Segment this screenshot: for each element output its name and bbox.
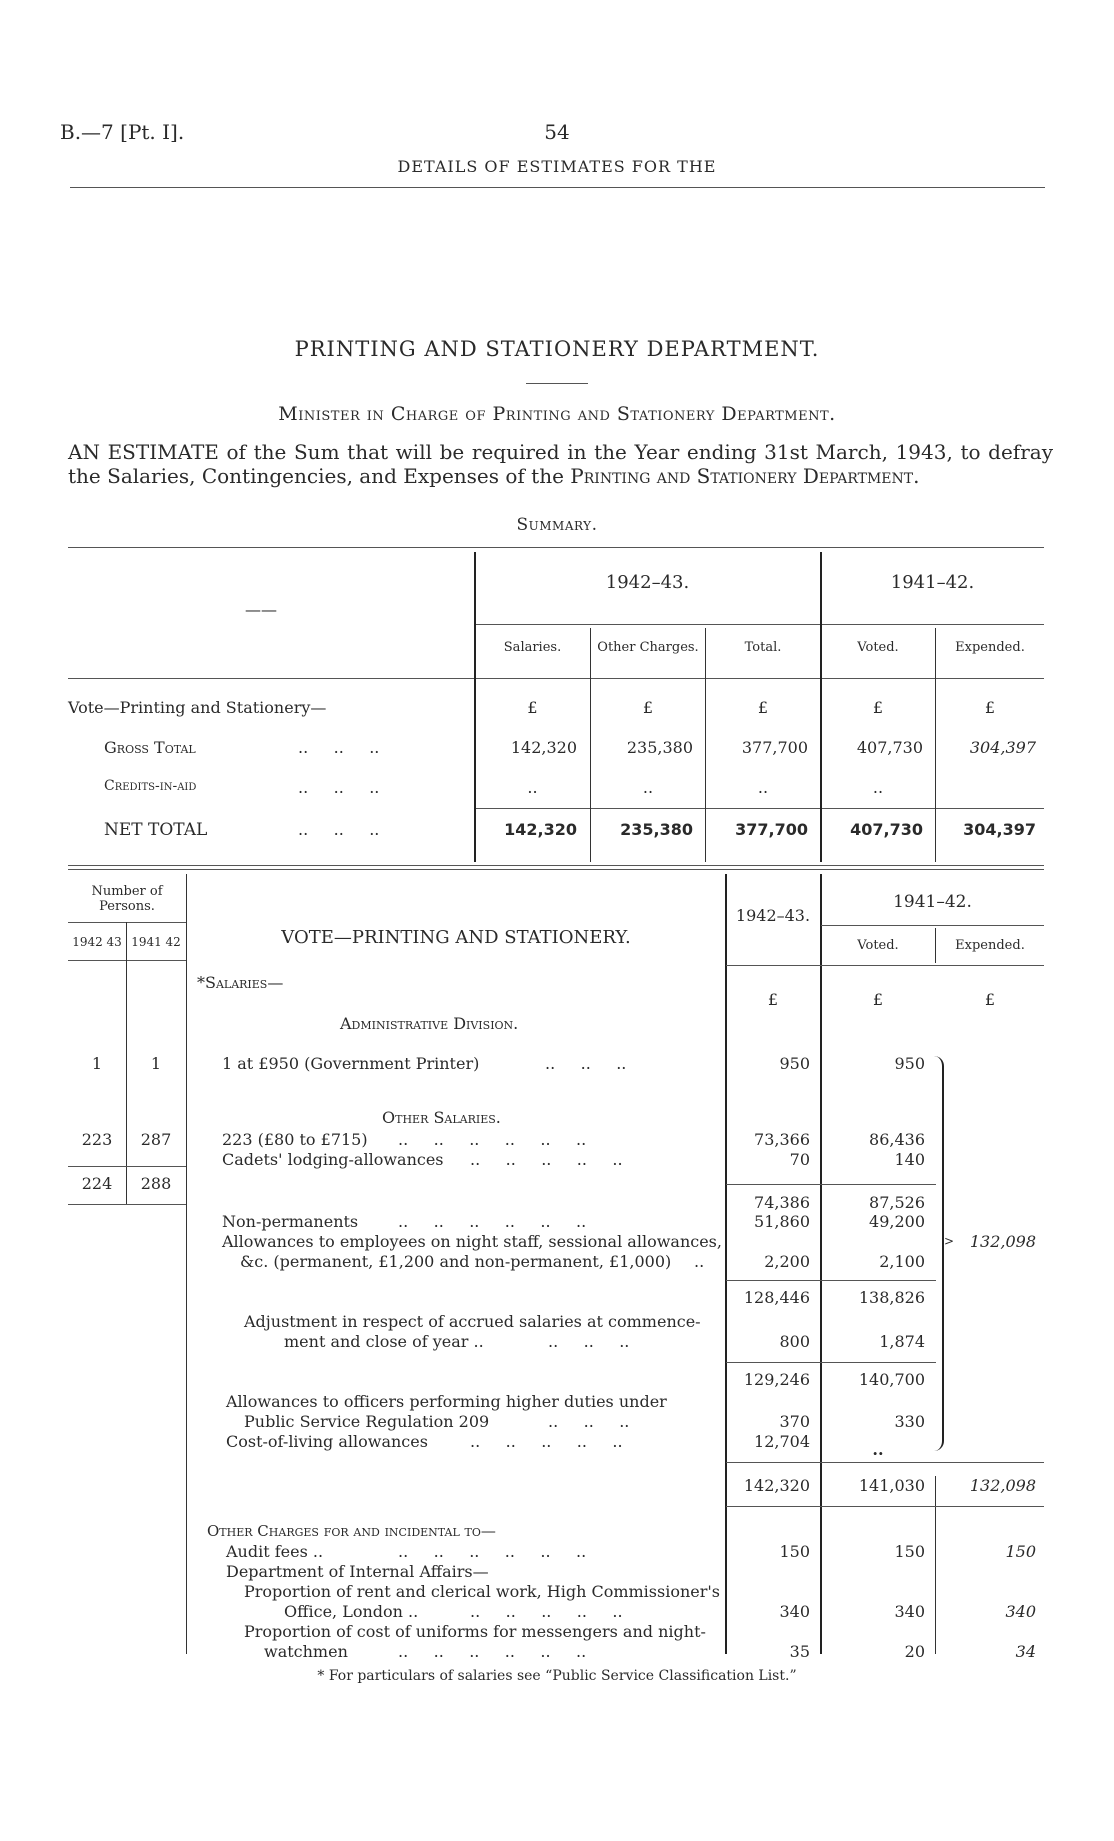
- uniforms-1942: 35: [789, 1642, 810, 1661]
- summary-col-header: Voted.: [857, 640, 899, 655]
- non-permanents-voted: 49,200: [869, 1212, 925, 1231]
- gross-voted: 407,730: [856, 738, 923, 757]
- currency-symbol: £: [642, 698, 654, 717]
- subtotal2-voted: 138,826: [858, 1288, 925, 1307]
- rent-expended: 340: [1005, 1602, 1036, 1621]
- audit-fees-label: Audit fees ..: [226, 1542, 324, 1561]
- subtotal3-1942: 129,246: [743, 1370, 810, 1389]
- subtotal2-1942: 128,446: [743, 1288, 810, 1307]
- audit-fees-1942: 150: [779, 1542, 810, 1561]
- estimate-lead: AN ESTIMATE of the Sum that will be required in the Year ending 31st March, 1943, to defray the Salaries, Contingencies, and Expenses of the: [68, 440, 1053, 488]
- salaries-total-bottom-rule: [726, 1506, 1044, 1507]
- leader-dots: .. .. ..: [548, 1332, 630, 1351]
- leader-dots: .. .. .. .. .. ..: [398, 1212, 587, 1231]
- persons-year-1941: 1941 42: [131, 935, 181, 949]
- gross-total: 377,700: [741, 738, 808, 757]
- detail-year-1941: 1941–42.: [893, 892, 972, 912]
- leader-dots: .. .. ..: [298, 738, 380, 757]
- gross-expended: 304,397: [969, 738, 1036, 757]
- higher-duties-1942: 370: [779, 1412, 810, 1431]
- leader-dots: .. .. .. .. ..: [470, 1432, 623, 1451]
- estimate-end: .: [913, 464, 920, 488]
- leader-dots: .. .. .. .. ..: [470, 1150, 623, 1169]
- currency-symbol: £: [527, 698, 538, 717]
- summary-col-header: Other Charges.: [597, 640, 699, 655]
- rent-label: Proportion of rent and clerical work, High Commissioner's: [244, 1582, 720, 1601]
- night-allowances-label-cont: &c. (permanent, £1,200 and non-permanent, £1,000): [240, 1252, 672, 1271]
- gov-printer-label: 1 at £950 (Government Printer): [222, 1054, 480, 1073]
- net-expended: 304,397: [963, 820, 1036, 839]
- cadets-1942: 70: [789, 1150, 810, 1169]
- rent-1942: 340: [779, 1602, 810, 1621]
- salary-range-1942: 73,366: [754, 1130, 810, 1149]
- summary-top-rule: [68, 547, 1044, 548]
- leader-dots: .. .. .. .. .. ..: [398, 1130, 587, 1149]
- gov-printer-voted: 950: [894, 1054, 925, 1073]
- summary-col-header: Salaries.: [503, 640, 562, 655]
- subtotal-rule: [726, 1362, 936, 1363]
- minister-line: Minister in Charge of Printing and Stationery Department.: [278, 403, 836, 425]
- leader-dots: .. .. ..: [298, 778, 380, 797]
- persons-total-1942: 224: [81, 1174, 113, 1193]
- subtotal-rule: [726, 1184, 936, 1185]
- higher-duties-voted: 330: [894, 1412, 925, 1431]
- leader-dots: .. .. .. .. .. ..: [398, 1542, 587, 1561]
- currency-symbol: £: [984, 990, 996, 1009]
- detail-vline: [935, 1476, 936, 1654]
- salaries-total-expended: 132,098: [969, 1476, 1036, 1495]
- page-subtitle: DETAILS OF ESTIMATES FOR THE: [397, 157, 717, 176]
- uniforms-expended: 34: [1015, 1642, 1036, 1661]
- gov-printer-1942: 950: [779, 1054, 810, 1073]
- footnote: * For particulars of salaries see “Public Service Classification List.”: [317, 1668, 797, 1684]
- leader-dots: ..: [694, 1252, 705, 1271]
- currency-symbol: £: [757, 698, 769, 717]
- cost-of-living-label: Cost-of-living allowances: [226, 1432, 428, 1451]
- uniforms-label: Proportion of cost of uniforms for messengers and night-: [244, 1622, 706, 1641]
- estimate-department: Printing and Stationery Department: [570, 464, 914, 488]
- audit-fees-voted: 150: [894, 1542, 925, 1561]
- cost-of-living-1942: 12,704: [754, 1432, 810, 1451]
- credits-total: ..: [757, 778, 769, 797]
- night-allowances-voted: 2,100: [879, 1252, 925, 1271]
- currency-symbol: £: [984, 698, 996, 717]
- summary-header-rule: [68, 678, 1044, 679]
- uniforms-label-cont: watchmen: [264, 1642, 348, 1661]
- cost-of-living-voted: ..: [872, 1440, 884, 1459]
- detail-year-rule: [821, 925, 1044, 926]
- net-voted: 407,730: [850, 820, 923, 839]
- currency-symbol: £: [872, 990, 884, 1009]
- leader-dots: .. .. .. .. ..: [470, 1602, 623, 1621]
- summary-net-rule: [474, 808, 1044, 809]
- subtotal3-voted: 140,700: [858, 1370, 925, 1389]
- detail-year-1942: 1942–43.: [735, 906, 811, 925]
- night-allowances-label: Allowances to employees on night staff, sessional allowances,: [222, 1232, 722, 1251]
- night-allowances-1942: 2,200: [764, 1252, 810, 1271]
- non-permanents-label: Non-permanents: [222, 1212, 359, 1231]
- other-charges-heading: Other Charges for and incidental to—: [207, 1522, 496, 1540]
- higher-duties-label: Allowances to officers performing higher duties under: [226, 1392, 667, 1411]
- leader-dots: .. .. .. .. .. ..: [398, 1642, 587, 1661]
- credits-salaries: ..: [527, 778, 538, 797]
- salaries-expended: 132,098: [969, 1232, 1036, 1251]
- summary-col-header: Total.: [744, 640, 782, 655]
- detail-header-rule: [726, 965, 1044, 966]
- salaries-total-voted: 141,030: [858, 1476, 925, 1495]
- document-reference: B.—7 [Pt. I].: [60, 120, 185, 144]
- header-rule: [70, 187, 1045, 188]
- subtotal1-1942: 74,386: [754, 1193, 810, 1212]
- audit-fees-expended: 150: [1005, 1542, 1036, 1561]
- summary-year-rule: [474, 624, 1044, 625]
- summary-dash: ——: [245, 600, 277, 619]
- higher-duties-label-cont: Public Service Regulation 209: [244, 1412, 490, 1431]
- subtotal1-voted: 87,526: [869, 1193, 925, 1212]
- credits-voted: ..: [872, 778, 884, 797]
- internal-affairs-label: Department of Internal Affairs—: [226, 1562, 489, 1581]
- cadets-label: Cadets' lodging-allowances: [222, 1150, 444, 1169]
- detail-expended-header: Expended.: [955, 938, 1025, 953]
- summary-col-header: Expended.: [955, 640, 1025, 655]
- net-salaries: 142,320: [504, 820, 577, 839]
- persons-rule: [68, 960, 186, 961]
- credits-other-charges: ..: [642, 778, 654, 797]
- leader-dots: .. .. ..: [545, 1054, 627, 1073]
- uniforms-voted: 20: [904, 1642, 925, 1661]
- vote-title: VOTE—PRINTING AND STATIONERY.: [281, 927, 631, 948]
- gross-other-charges: 235,380: [626, 738, 693, 757]
- net-other-charges: 235,380: [620, 820, 693, 839]
- rent-label-cont: Office, London ..: [284, 1602, 419, 1621]
- detail-top-rule: [68, 869, 1044, 870]
- adjustment-voted: 1,874: [879, 1332, 925, 1351]
- subtotal-rule: [726, 1280, 936, 1281]
- department-title: PRINTING AND STATIONERY DEPARTMENT.: [294, 337, 820, 361]
- summary-year-1941: 1941–42.: [890, 572, 975, 593]
- salaries-heading: *Salaries—: [197, 973, 284, 992]
- gross-salaries: 142,320: [510, 738, 577, 757]
- other-salaries-heading: Other Salaries.: [382, 1108, 501, 1127]
- persons-vline: [186, 874, 187, 1654]
- cadets-voted: 140: [894, 1150, 925, 1169]
- persons-bottom-rule: [68, 1204, 186, 1205]
- admin-division-heading: Administrative Division.: [340, 1014, 519, 1033]
- rent-voted: 340: [894, 1602, 925, 1621]
- detail-voted-header: Voted.: [857, 938, 899, 953]
- leader-dots: .. .. ..: [298, 820, 380, 839]
- net-total-label: NET TOTAL: [104, 820, 208, 840]
- currency-symbol: £: [872, 698, 884, 717]
- currency-symbol: £: [767, 990, 779, 1009]
- net-total: 377,700: [735, 820, 808, 839]
- summary-year-1942: 1942–43.: [605, 572, 690, 593]
- summary-bottom-rule: [68, 865, 1044, 866]
- grouping-brace: [930, 1056, 944, 1451]
- persons-1941: 1: [150, 1054, 162, 1073]
- summary-vote-label: Vote—Printing and Stationery—: [68, 698, 327, 717]
- credits-in-aid-label: Credits-in-aid: [104, 778, 197, 794]
- salary-range-label: 223 (£80 to £715): [222, 1130, 368, 1149]
- summary-heading: Summary.: [516, 515, 598, 535]
- persons-1942: 223: [81, 1130, 113, 1149]
- persons-year-1942: 1942 43: [72, 935, 122, 949]
- non-permanents-1942: 51,860: [754, 1212, 810, 1231]
- salaries-total-rule: [726, 1462, 1044, 1463]
- brace-point: >: [944, 1234, 955, 1248]
- persons-1942: 1: [91, 1054, 103, 1073]
- adjustment-1942: 800: [779, 1332, 810, 1351]
- adjustment-label: Adjustment in respect of accrued salaries at commence-: [244, 1312, 701, 1331]
- persons-total-rule: [68, 1166, 186, 1167]
- title-rule: [526, 383, 588, 384]
- persons-1941: 287: [140, 1130, 172, 1149]
- persons-rule: [68, 922, 186, 923]
- salary-range-voted: 86,436: [869, 1130, 925, 1149]
- leader-dots: .. .. ..: [548, 1412, 630, 1431]
- salaries-total-1942: 142,320: [743, 1476, 810, 1495]
- persons-header: Number of Persons.: [91, 884, 163, 914]
- estimate-paragraph: [68, 440, 1053, 488]
- persons-total-1941: 288: [140, 1174, 172, 1193]
- gross-total-label: Gross Total: [104, 738, 196, 757]
- page-number: 54: [544, 120, 570, 144]
- adjustment-label-cont: ment and close of year ..: [284, 1332, 484, 1351]
